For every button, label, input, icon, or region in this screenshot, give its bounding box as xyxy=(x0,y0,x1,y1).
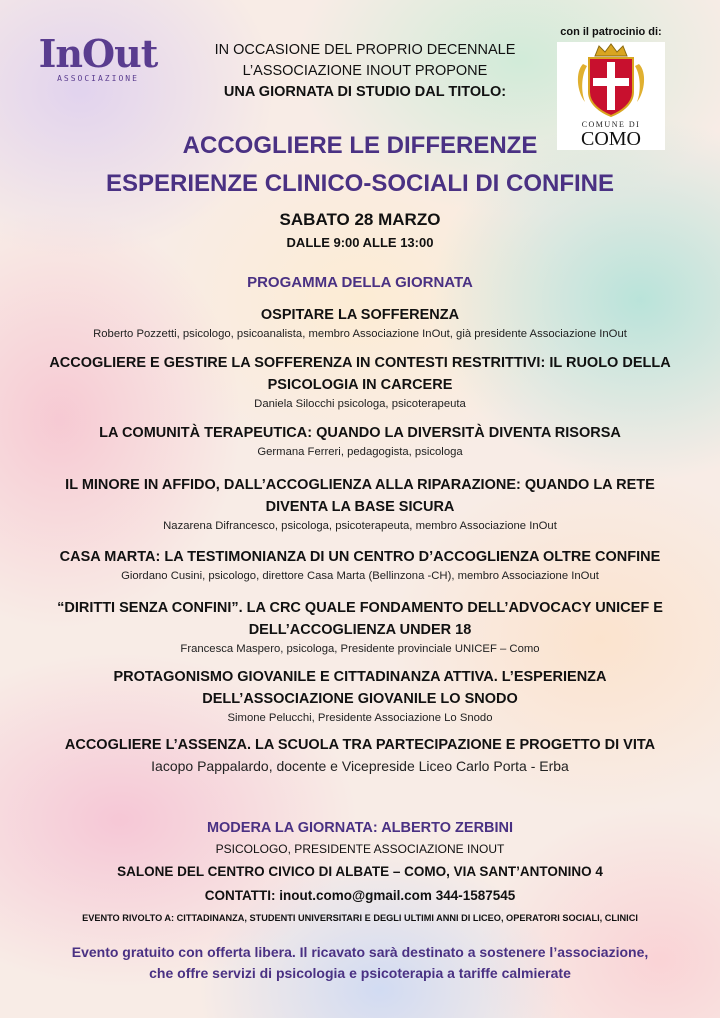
intro-text xyxy=(180,40,550,103)
session-title: IL MINORE IN AFFIDO, DALL’ACCOGLIENZA ALLA RIPARAZIONE: QUANDO LA RETE xyxy=(65,477,655,493)
session-title: PSICOLOGIA IN CARCERE xyxy=(267,377,453,393)
event-title-line-1: ACCOGLIERE LE DIFFERENZE xyxy=(182,132,538,159)
contact-phone[interactable]: 344-1587545 xyxy=(435,888,516,903)
program-session xyxy=(0,597,720,657)
program-session xyxy=(0,422,720,460)
session-speaker: Giordano Cusini, psicologo, direttore Casa Marta (Bellinzona -CH), membro Associazione InOut xyxy=(121,570,599,582)
intro-line-2: L’ASSOCIAZIONE INOUT PROPONE xyxy=(242,63,488,79)
target-audience: EVENTO RIVOLTO A: CITTADINANZA, STUDENTI UNIVERSITARI E DEGLI ULTIMI ANNI DI LICEO, OPERATORI SOCIALI, CLINICI xyxy=(82,913,638,923)
program-session xyxy=(0,474,720,534)
logo-sub-text: ASSOCIAZIONE xyxy=(57,74,139,83)
program-heading: PROGAMMA DELLA GIORNATA xyxy=(247,274,473,291)
comune-label: COMUNE DI xyxy=(581,120,641,129)
session-speaker: Daniela Silocchi psicologa, psicoterapeuta xyxy=(254,398,466,410)
event-time: DALLE 9:00 ALLE 13:00 xyxy=(286,235,434,250)
moderator-title: MODERA LA GIORNATA: ALBERTO ZERBINI xyxy=(206,820,514,836)
session-speaker: Francesca Maspero, psicologa, Presidente provinciale UNICEF – Como xyxy=(180,643,540,655)
session-title: OSPITARE LA SOFFERENZA xyxy=(260,307,460,323)
session-title: PROTAGONISMO GIOVANILE E CITTADINANZA ATTIVA. L’ESPERIENZA xyxy=(113,669,607,685)
program-session xyxy=(0,666,720,726)
session-title: ACCOGLIERE L’ASSENZA. LA SCUOLA TRA PARTECIPAZIONE E PROGETTO DI VITA xyxy=(64,737,656,753)
moderator-role: PSICOLOGO, PRESIDENTE ASSOCIAZIONE INOUT xyxy=(215,842,505,856)
program-session xyxy=(0,304,720,342)
como-crest-icon xyxy=(557,42,665,122)
session-speaker: Iacopo Pappalardo, docente e Vicepreside Liceo Carlo Porta - Erba xyxy=(151,758,569,774)
contact-email[interactable]: inout.como@gmail.com xyxy=(279,888,432,903)
event-date: SABATO 28 MARZO xyxy=(279,210,441,229)
session-title: “DIRITTI SENZA CONFINI”. LA CRC QUALE FONDAMENTO DELL’ADVOCACY UNICEF E xyxy=(57,600,663,616)
session-title: DELL’ACCOGLIENZA UNDER 18 xyxy=(248,622,472,638)
intro-line-1: IN OCCASIONE DEL PROPRIO DECENNALE xyxy=(214,42,516,58)
como-label: COMO xyxy=(580,128,641,150)
session-title: CASA MARTA: LA TESTIMONIANZA DI UN CENTRO D’ACCOGLIENZA OLTRE CONFINE xyxy=(59,549,661,565)
session-title: DIVENTA LA BASE SICURA xyxy=(265,499,455,515)
session-speaker: Simone Pelucchi, Presidente Associazione Lo Snodo xyxy=(227,712,493,724)
logo-main-text: InOut xyxy=(38,31,158,76)
session-speaker: Germana Ferreri, pedagogista, psicologa xyxy=(257,446,463,458)
session-title: ACCOGLIERE E GESTIRE LA SOFFERENZA IN CONTESTI RESTRITTIVI: IL RUOLO DELLA xyxy=(49,355,671,371)
program-session xyxy=(0,546,720,584)
session-speaker: Nazarena Difrancesco, psicologa, psicoterapeuta, membro Associazione InOut xyxy=(163,520,557,532)
inout-logo xyxy=(28,31,168,84)
venue-address: SALONE DEL CENTRO CIVICO DI ALBATE – COMO, VIA SANT’ANTONINO 4 xyxy=(117,864,603,879)
free-note-line-2: che offre servizi di psicologia e psicoterapia a tariffe calmierate xyxy=(149,965,571,981)
intro-line-3: UNA GIORNATA DI STUDIO DAL TITOLO: xyxy=(223,84,507,100)
session-title: DELL’ASSOCIAZIONE GIOVANILE LO SNODO xyxy=(202,691,518,707)
free-note-line-1: Evento gratuito con offerta libera. Il ricavato sarà destinato a sostenere l’associazione, xyxy=(71,944,649,960)
event-title-line-2: ESPERIENZE CLINICO-SOCIALI DI CONFINE xyxy=(105,170,615,197)
session-title: LA COMUNITÀ TERAPEUTICA: QUANDO LA DIVERSITÀ DIVENTA RISORSA xyxy=(99,425,621,441)
patron-label: con il patrocinio di: xyxy=(560,26,662,38)
session-speaker: Roberto Pozzetti, psicologo, psicoanalista, membro Associazione InOut, già presidente Associazione InOut xyxy=(93,328,627,340)
contact-label: CONTATTI: xyxy=(204,888,276,903)
free-event-note xyxy=(0,942,720,984)
contacts xyxy=(0,888,720,903)
program-session xyxy=(0,352,720,412)
program-session xyxy=(0,734,720,776)
